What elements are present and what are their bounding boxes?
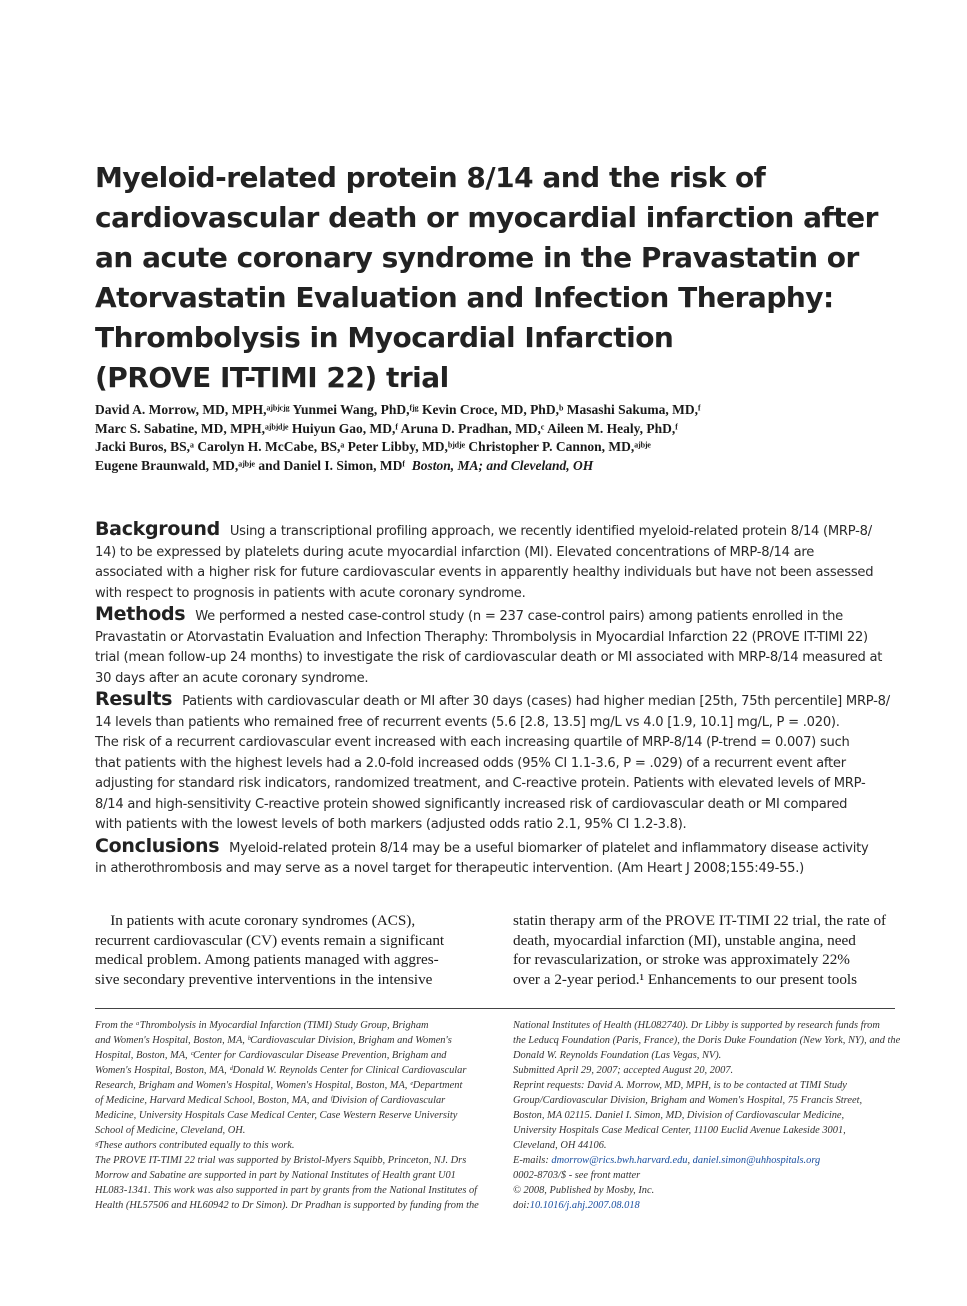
footnote-line: Health (HL57506 and HL60942 to Dr Simon). Dr Pradhan is supported by funding from the [95, 1200, 479, 1211]
title-line: Thrombolysis in Myocardial Infarction [95, 321, 674, 354]
author-line-text: Eugene Braunwald, MD,ᵃʲᵇʲᵉ and Daniel I. Simon, MDᶠ [95, 457, 405, 473]
footnote-line: Group/Cardiovascular Division, Brigham and Women's Hospital, 75 Francis Street, [513, 1095, 863, 1106]
abstract-line: Patients with cardiovascular death or MI after 30 days (cases) had higher median [25th, 75th percentile] MRP-8/ [182, 694, 890, 709]
abstract-line: that patients with the highest levels had a 2.0-fold increased odds (95% CI 1.1-3.6, P = .029) of a recurrent event after [95, 755, 846, 771]
footnote-line: From the ᵃThrombolysis in Myocardial Infarction (TIMI) Study Group, Brigham [95, 1020, 429, 1031]
footnote-line: ᵍThese authors contributed equally to this work. [95, 1140, 295, 1151]
body-column-right [513, 911, 891, 989]
footnote-line: Boston, MA 02115. Daniel I. Simon, MD, Division of Cardiovascular Medicine, [513, 1110, 845, 1121]
email-link-simon[interactable]: daniel.simon@uhhospitals.org [692, 1155, 821, 1166]
footnote-line: The PROVE IT-TIMI 22 trial was supported by Bristol-Myers Squibb, Princeton, NJ. Drs [95, 1155, 467, 1166]
body-line: over a 2-year period.¹ Enhancements to our present tools [513, 970, 858, 988]
footnotes-left [95, 1018, 479, 1213]
abstract-line: with respect to prognosis in patients with acute coronary syndrome. [95, 585, 526, 601]
abstract-heading: Conclusions [95, 834, 220, 857]
body-line: recurrent cardiovascular (CV) events remain a significant [95, 931, 445, 949]
body-line: for revascularization, or stroke was approximately 22% [513, 951, 850, 968]
doi-link[interactable]: 10.1016/j.ahj.2007.08.018 [529, 1200, 640, 1211]
title-line: Atorvastatin Evaluation and Infection Theraphy: [95, 281, 834, 314]
author-location: Boston, MA; and Cleveland, OH [411, 457, 594, 473]
email-separator: , [687, 1155, 693, 1166]
abstract-line: associated with a higher risk for future cardiovascular events in apparently healthy individuals but have not been assessed [95, 565, 874, 580]
footnote-line: Research, Brigham and Women's Hospital, Women's Hospital, Boston, MA, ᵉDepartment [95, 1080, 463, 1091]
abstract-methods [95, 604, 895, 689]
article-title [95, 158, 885, 398]
issn-line: 0002-8703/$ - see front matter [513, 1170, 641, 1181]
footnote-line: Donald W. Reynolds Foundation (Las Vegas, NV). [513, 1050, 722, 1061]
abstract-line: Myeloid-related protein 8/14 may be a useful biomarker of platelet and inflammatory disease activity [229, 840, 869, 856]
footnote-line: HL083-1341. This work was also supported in part by grants from the National Institutes of [95, 1185, 478, 1196]
email-link-morrow[interactable]: dmorrow@rics.bwh.harvard.edu [551, 1155, 688, 1166]
footnote-line: Women's Hospital, Boston, MA, ᵈDonald W. Reynolds Center for Clinical Cardiovascular [95, 1065, 467, 1076]
abstract-line: adjusting for standard risk indicators, randomized treatment, and C-reactive protein. Patients with elevated levels of MRP- [95, 776, 866, 791]
abstract-heading: Background [95, 518, 220, 540]
body-line: death, myocardial infarction (MI), unstable angina, need [513, 931, 856, 949]
footnote-line: the Leducq Foundation (Paris, France), the Doris Duke Foundation (New York, NY), and the [513, 1035, 901, 1046]
footnote-line: Submitted April 29, 2007; accepted August 20, 2007. [513, 1065, 734, 1076]
abstract [95, 519, 895, 880]
body-line: statin therapy arm of the PROVE IT-TIMI 22 trial, the rate of [513, 912, 887, 929]
footnote-line: National Institutes of Health (HL082740). Dr Libby is supported by research funds from [513, 1020, 880, 1031]
footnote-line: Cleveland, OH 44106. [513, 1140, 607, 1151]
emails-line [513, 1153, 893, 1168]
abstract-heading: Results [95, 688, 173, 710]
body-column-left [95, 911, 473, 989]
abstract-line: with patients with the lowest levels of both markers (adjusted odds ratio 2.1, 95% CI 1.2-3.8). [95, 817, 687, 832]
abstract-line: The risk of a recurrent cardiovascular event increased with each increasing quartile of MRP-8/14 (P-trend = 0.007) such [95, 735, 850, 750]
abstract-line: in atherothrombosis and may serve as a novel target for therapeutic intervention. (Am Heart J 2008;155:49-55.) [95, 861, 805, 876]
footnote-line: Medicine, University Hospitals Case Medical Center, Case Western Reserve University [95, 1110, 458, 1121]
title-line: Myeloid-related protein 8/14 and the risk of [95, 161, 766, 194]
abstract-line: 14 levels than patients who remained free of recurrent events (5.6 [2.8, 13.5] mg/L vs 4.0 [1.9, 10.1] mg/L, P = .020). [95, 714, 840, 730]
author-line [95, 457, 895, 476]
footnote-line: of Medicine, Harvard Medical School, Boston, MA, and ᶠDivision of Cardiovascular [95, 1095, 446, 1106]
author-line: Jacki Buros, BS,ᵃ Carolyn H. McCabe, BS,ᵃ Peter Libby, MD,ᵇʲᵈʲᵉ Christopher P. Cannon, MD,ᵃʲᵇʲᵉ [95, 439, 651, 454]
title-line: (PROVE IT-TIMI 22) trial [95, 361, 449, 394]
abstract-line: Using a transcriptional profiling approach, we recently identified myeloid-related protein 8/14 (MRP-8/ [229, 524, 872, 539]
abstract-conclusions [95, 836, 895, 880]
abstract-line: 30 days after an acute coronary syndrome. [95, 670, 369, 686]
title-line: an acute coronary syndrome in the Pravastatin or [95, 241, 859, 274]
footnote-line: Hospital, Boston, MA, ᶜCenter for Cardiovascular Disease Prevention, Brigham and [95, 1050, 447, 1061]
abstract-heading: Methods [95, 603, 186, 625]
footnote-line: Reprint requests: David A. Morrow, MD, MPH, is to be contacted at TIMI Study [513, 1080, 847, 1091]
title-line: cardiovascular death or myocardial infarction after [95, 201, 878, 234]
footnote-line: Morrow and Sabatine are supported in part by National Institutes of Health grant U01 [95, 1170, 456, 1181]
abstract-line: 14) to be expressed by platelets during acute myocardial infarction (MI). Elevated concentrations of MRP-8/14 are [95, 544, 814, 560]
footnote-line: University Hospitals Case Medical Center, 11100 Euclid Avenue Lakeside 3001, [513, 1125, 846, 1136]
footnote-line: School of Medicine, Cleveland, OH. [95, 1125, 246, 1136]
footnotes-right [513, 1018, 901, 1213]
abstract-line: 8/14 and high-sensitivity C-reactive protein showed significantly increased risk of cardiovascular death or MI compared [95, 796, 848, 812]
author-list [95, 401, 895, 475]
body-line: medical problem. Among patients managed with aggres- [95, 951, 439, 968]
author-line: David A. Morrow, MD, MPH,ᵃʲᵇʲᶜʲᵍ Yunmei Wang, PhD,ᶠʲᵍ Kevin Croce, MD, PhD,ᵇ Masashi Sakuma, MD,ᶠ [95, 402, 701, 417]
abstract-line: We performed a nested case-control study (n = 237 case-control pairs) among patients enrolled in the [195, 609, 843, 624]
abstract-background [95, 519, 895, 604]
abstract-results [95, 689, 895, 836]
doi-label: doi: [513, 1200, 530, 1211]
footnote-line: and Women's Hospital, Boston, MA, ᵇCardiovascular Division, Brigham and Women's [95, 1035, 452, 1046]
abstract-line: Pravastatin or Atorvastatin Evaluation and Infection Theraphy: Thrombolysis in Myocardial Infarction 22 (PROVE IT-TIMI 22) [95, 629, 868, 645]
emails-label: E-mails: [513, 1155, 552, 1166]
author-line: Marc S. Sabatine, MD, MPH,ᵃʲᵇʲᵈʲᵉ Huiyun Gao, MD,ᶠ Aruna D. Pradhan, MD,ᶜ Aileen M. Healy, PhD,ᶠ [95, 420, 678, 436]
body-line: In patients with acute coronary syndromes (ACS), [95, 912, 416, 929]
abstract-line: trial (mean follow-up 24 months) to investigate the risk of cardiovascular death or MI associated with MRP-8/14 measured at [95, 650, 883, 665]
copyright-line: © 2008, Published by Mosby, Inc. [513, 1185, 655, 1196]
footnote-divider [95, 1008, 895, 1009]
body-line: sive secondary preventive interventions in the intensive [95, 970, 433, 988]
doi-line [513, 1198, 893, 1213]
